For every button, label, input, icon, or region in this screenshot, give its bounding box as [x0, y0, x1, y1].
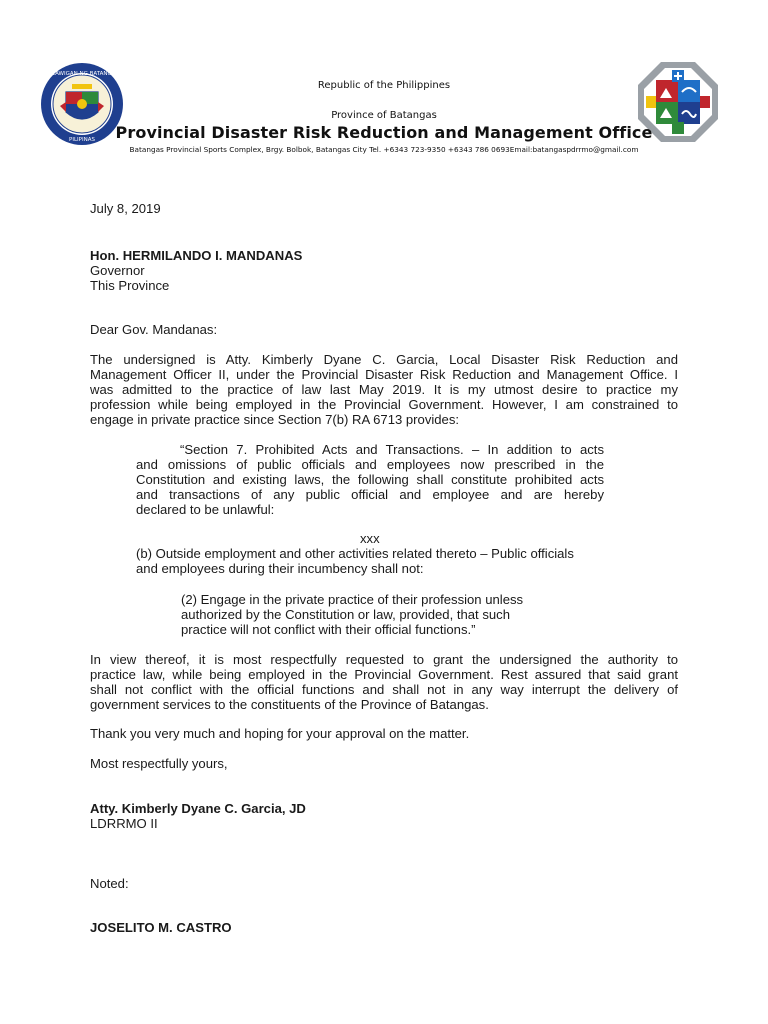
paragraph-line: The undersigned is Atty. Kimberly Dyane C. Garcia, Local Disaster Risk Reduction and	[90, 352, 678, 367]
svg-text:PILIPINAS: PILIPINAS	[69, 137, 95, 143]
signatory-name: Atty. Kimberly Dyane C. Garcia, JD	[90, 801, 306, 816]
quote-line: and omissions of public officials and employees now prescribed in the	[136, 457, 604, 472]
quoted-section-7	[136, 442, 604, 517]
paragraph-request	[90, 652, 678, 712]
quote-line: declared to be unlawful:	[136, 502, 275, 517]
quote-line: Constitution and existing laws, the following shall constitute prohibited acts	[136, 472, 604, 487]
addressee-location: This Province	[90, 278, 170, 293]
header-office-name: Provincial Disaster Risk Reduction and Management Office	[115, 123, 653, 142]
signature-block	[90, 801, 306, 831]
header-republic: Republic of the Philippines	[317, 80, 451, 91]
omission-marker: xxx	[360, 531, 380, 546]
quote-line: (2) Engage in the private practice of their profession unless	[181, 592, 524, 607]
paragraph-line: government services to the constituents of the Province of Batangas.	[90, 697, 489, 712]
paragraph-line: engage in private practice since Section 7(b) RA 6713 provides:	[90, 412, 460, 427]
quoted-section-7b-2	[181, 592, 523, 637]
paragraph-line: shall not conflict with the official functions and shall not in any way interrupt the delivery of	[90, 682, 678, 697]
quote-line: “Section 7. Prohibited Acts and Transactions. – In addition to acts	[180, 442, 604, 457]
svg-text:LALAWIGAN NG BATANGAS: LALAWIGAN NG BATANGAS	[44, 71, 120, 77]
paragraph-line: In view thereof, it is most respectfully requested to grant the undersigned the authority to	[90, 652, 678, 667]
noted-label: Noted:	[90, 876, 129, 891]
quoted-section-7b	[136, 546, 574, 576]
letter-date: July 8, 2019	[90, 201, 161, 216]
addressee-name: Hon. HERMILANDO I. MANDANAS	[90, 248, 303, 263]
addressee-block	[90, 248, 302, 293]
quote-line: (b) Outside employment and other activities related thereto – Public officials	[136, 546, 574, 561]
paragraph-line: practice law, while being employed in the Provincial Government. Rest assured that said grant	[90, 667, 678, 682]
paragraph-line: was admitted to the practice of law last May 2019. It is my utmost desire to practice my	[90, 382, 678, 397]
addressee-title: Governor	[90, 263, 145, 278]
quote-line: and employees during their incumbency shall not:	[136, 561, 424, 576]
signatory-position: LDRRMO II	[90, 816, 158, 831]
thanks-line: Thank you very much and hoping for your approval on the matter.	[90, 726, 470, 741]
header-province: Province of Batangas	[331, 110, 437, 121]
paragraph-line: profession while being employed in the Provincial Government. However, I am constrained to	[90, 397, 678, 412]
complimentary-close: Most respectfully yours,	[90, 756, 228, 771]
quote-line: practice will not conflict with their official functions.”	[181, 622, 476, 637]
salutation: Dear Gov. Mandanas:	[90, 322, 218, 337]
noter-name: JOSELITO M. CASTRO	[90, 920, 232, 935]
paragraph-request-intro	[90, 352, 678, 427]
paragraph-line: Management Officer II, under the Provincial Disaster Risk Reduction and Management Office. I	[90, 367, 678, 382]
quote-line: and transactions of any public official and employee and are hereby	[136, 487, 604, 502]
header-address: Batangas Provincial Sports Complex, Brgy. Bolbok, Batangas City Tel. +6343 723-9350 +6343 786 0693Email:batangaspdrrmo@gmail.com	[129, 145, 639, 154]
quote-line: authorized by the Constitution or law, provided, that such	[181, 607, 510, 622]
